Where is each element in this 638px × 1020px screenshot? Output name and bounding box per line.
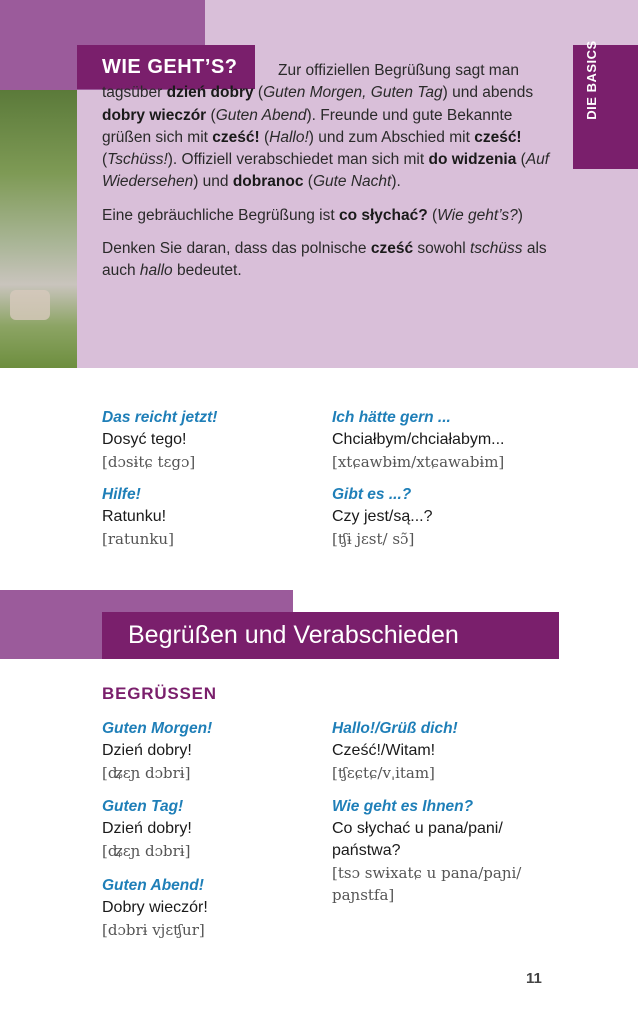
text-run: ( (516, 151, 526, 169)
text-run: Hallo! (269, 128, 309, 146)
phrase-polish: Ratunku! (102, 508, 167, 525)
info-paragraph-2 (102, 205, 562, 227)
info-paragraph-3 (102, 238, 562, 283)
phrase-item (102, 718, 342, 784)
text-run: tschüss (469, 240, 523, 258)
phrase-german: Das reicht jetzt! (102, 409, 218, 426)
text-run: dobranoc (232, 173, 304, 191)
text-run: cześć (370, 240, 414, 258)
text-run: ). Freunde und gute Bekannte grüßen sich mit (102, 106, 513, 146)
section-title: Begrüßen und Verabschieden (102, 612, 559, 659)
phrase-polish: Chciałbym/chciałabym... (332, 431, 505, 448)
phrase-pronunciation: [ʥɛɲ dɔbrɨ] (102, 764, 191, 782)
phrase-german: Wie geht es Ihnen? (332, 798, 474, 815)
text-run: ). (391, 173, 401, 191)
phrase-item (332, 796, 542, 906)
subheading: BEGRÜSSEN (102, 684, 217, 703)
phrase-polish: Czy jest/są...? (332, 508, 433, 525)
page-number: 11 (526, 970, 542, 987)
photo-detail (10, 290, 50, 320)
text-run: Gute Nacht (312, 173, 392, 191)
text-run: Guten Abend (215, 106, 307, 124)
phrase-pronunciation: [ʥɛɲ dɔbrɨ] (102, 842, 191, 860)
phrase-german: Guten Abend! (102, 877, 204, 894)
text-run: ) und abends (442, 84, 534, 102)
phrase-item (332, 484, 572, 550)
text-run: bedeutet. (172, 262, 242, 280)
info-box-title: WIE GEHT’S? (77, 45, 255, 89)
phrase-polish: Dzień dobry! (102, 820, 192, 837)
text-run: Auf Wiedersehen (102, 151, 550, 191)
info-box-text (102, 60, 562, 294)
phrase-polish: Cześć!/Witam! (332, 742, 436, 759)
phrase-german: Hallo!/Grüß dich! (332, 720, 458, 737)
phrase-polish: Co słychać u pana/pani/ państwa? (332, 820, 503, 859)
phrase-pronunciation: [tsɔ swɨxatɕ u pana/paɲi/ paɲstfa] (332, 864, 522, 904)
text-run: do widzenia (428, 151, 517, 169)
text-run: ( (206, 106, 216, 124)
phrase-pronunciation: [dɔbrɨ vjɛʧur] (102, 921, 205, 939)
phrase-item (102, 407, 342, 473)
text-run: Guten Morgen, Guten Tag (263, 84, 443, 102)
text-run: dobry wieczór (102, 106, 207, 124)
phrase-pronunciation: [xtɕawbɨm/xtɕawabɨm] (332, 453, 505, 471)
phrase-item (332, 718, 572, 784)
text-run: Wie geht’s? (437, 206, 518, 224)
text-run: ( (427, 206, 438, 224)
text-run: ( (102, 151, 108, 169)
text-run: Eine gebräuchliche Begrüßung ist (102, 206, 339, 224)
phrase-item (102, 796, 342, 862)
text-run: ( (303, 173, 313, 191)
phrase-pronunciation: [ʧɨ jɛst/ sɔ̃] (332, 530, 415, 548)
phrase-pronunciation: [dɔsɨtɕ tɛgɔ] (102, 453, 196, 471)
phrase-pronunciation: [ratunku] (102, 530, 174, 548)
phrase-german: Hilfe! (102, 486, 141, 503)
text-run: dzień dobry (166, 84, 254, 102)
phrase-german: Ich hätte gern ... (332, 409, 451, 426)
phrase-polish: Dobry wieczór! (102, 899, 208, 916)
phrase-pronunciation: [ʧɛɕtɕ/vˌitam] (332, 764, 435, 782)
phrase-polish: Dosyć tego! (102, 431, 187, 448)
text-run: co słychać? (338, 206, 428, 224)
text-run: cześć! (474, 128, 522, 146)
text-run: ) und (193, 173, 233, 191)
phrase-item (102, 484, 342, 550)
photo-strip (0, 90, 77, 368)
text-run: ( (253, 84, 264, 102)
phrase-item (332, 407, 572, 473)
text-run: ) (517, 206, 523, 224)
text-run: ). Offiziell verabschiedet man sich mit (167, 151, 429, 169)
text-run: ) und zum Abschied mit (308, 128, 475, 146)
text-run: Denken Sie daran, dass das polnische (102, 240, 371, 258)
phrase-german: Guten Morgen! (102, 720, 213, 737)
info-paragraph-1 (102, 60, 562, 194)
side-tab-label: DIE BASICS (584, 40, 599, 120)
phrase-polish: Dzień dobry! (102, 742, 192, 759)
text-run: Zur offiziellen Begrüßung sagt man tagsüber (102, 62, 519, 102)
phrase-german: Gibt es ...? (332, 486, 412, 503)
text-run: cześć! (212, 128, 260, 146)
text-run: sowohl (413, 240, 470, 258)
text-run: als auch (102, 240, 547, 280)
phrase-german: Guten Tag! (102, 798, 184, 815)
phrase-item (102, 875, 342, 941)
text-run: Tschüss! (107, 151, 168, 169)
text-run: ( (259, 128, 270, 146)
text-run: hallo (139, 262, 173, 280)
